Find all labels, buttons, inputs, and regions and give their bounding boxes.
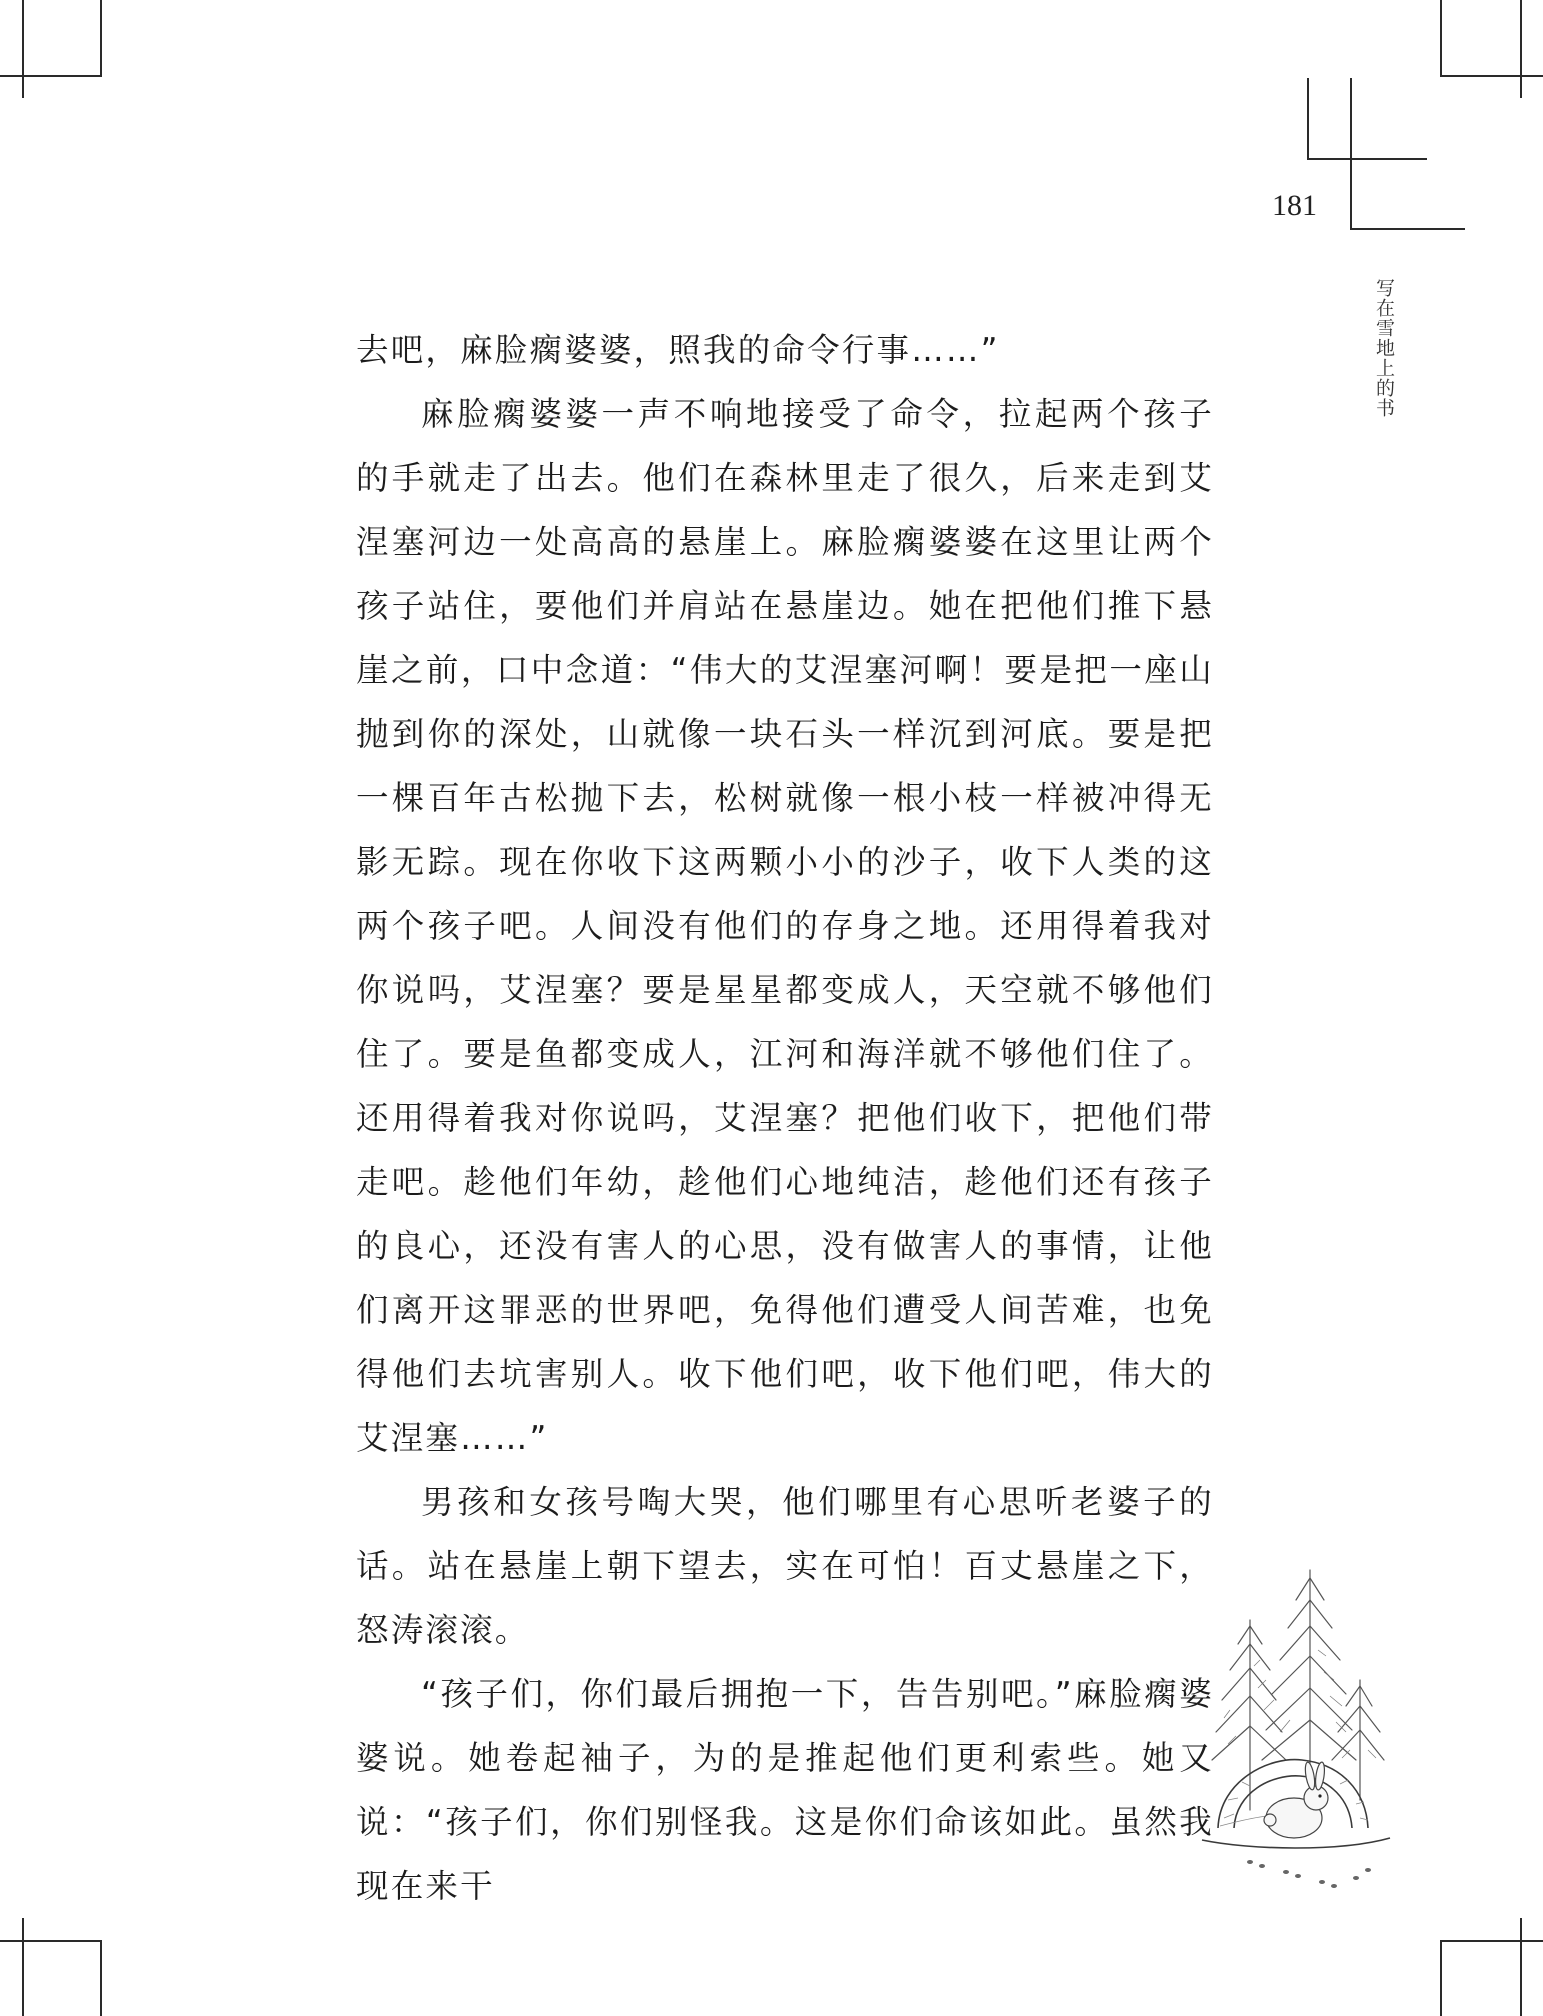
crop-mark (22, 0, 24, 98)
body-text (356, 318, 1214, 1918)
crop-mark (100, 0, 102, 77)
paragraph: 麻脸瘸婆婆一声不响地接受了命令，拉起两个孩子的手就走了出去。他们在森林里走了很久，后来走到艾涅塞河边一处高高的悬崖上。麻脸瘸婆婆在这里让两个孩子站住，要他们并肩站在悬崖边。她在把他们推下悬崖之前，口中念道：“伟大的艾涅塞河啊！要是把一座山抛到你的深处，山就像一块石头一样沉到河底。要是把一棵百年古松抛下去，松树就像一根小枝一样被冲得无影无踪。现在你收下这两颗小小的沙子，收下人类的这两个孩子吧。人间没有他们的存身之地。还用得着我对你说吗，艾涅塞？要是星星都变成人，天空就不够他们住了。要是鱼都变成人，江河和海洋就不够他们住了。还用得着我对你说吗，艾涅塞？把他们收下，把他们带走吧。趁他们年幼，趁他们心地纯洁，趁他们还有孩子的良心，还没有害人的心思，没有做害人的事情，让他们离开这罪恶的世界吧，免得他们遭受人间苦难，也免得他们去坑害别人。收下他们吧，收下他们吧，伟大的艾涅塞……” (356, 395, 1214, 1457)
crop-mark (1350, 78, 1352, 230)
crop-mark (1440, 0, 1442, 77)
crop-mark (1307, 78, 1309, 160)
page-number: 181 (1272, 189, 1317, 222)
rabbit-illustration (1190, 1560, 1400, 1900)
crop-mark (1440, 1940, 1442, 2016)
crop-mark (1350, 228, 1465, 230)
crop-mark (1520, 1918, 1522, 2016)
crop-mark (0, 75, 102, 77)
crop-mark (1307, 158, 1427, 160)
crop-mark (22, 1918, 24, 2016)
crop-mark (100, 1940, 102, 2016)
paragraph: “孩子们，你们最后拥抱一下，告告别吧。”麻脸瘸婆婆说。她卷起袖子，为的是推起他们更利索些。她又说：“孩子们，你们别怪我。这是你们命该如此。虽然我现在来干 (356, 1675, 1214, 1905)
crop-mark (0, 1940, 102, 1942)
crop-mark (1520, 0, 1522, 98)
paragraph: 去吧，麻脸瘸婆婆，照我的命令行事……” (356, 331, 1000, 369)
paragraph: 男孩和女孩号啕大哭，他们哪里有心思听老婆子的话。站在悬崖上朝下望去，实在可怕！百丈悬崖之下，怒涛滚滚。 (356, 1483, 1214, 1649)
crop-mark (1440, 75, 1543, 77)
crop-mark (1440, 1940, 1543, 1942)
running-title: 写在雪地上的书 (1373, 278, 1395, 418)
